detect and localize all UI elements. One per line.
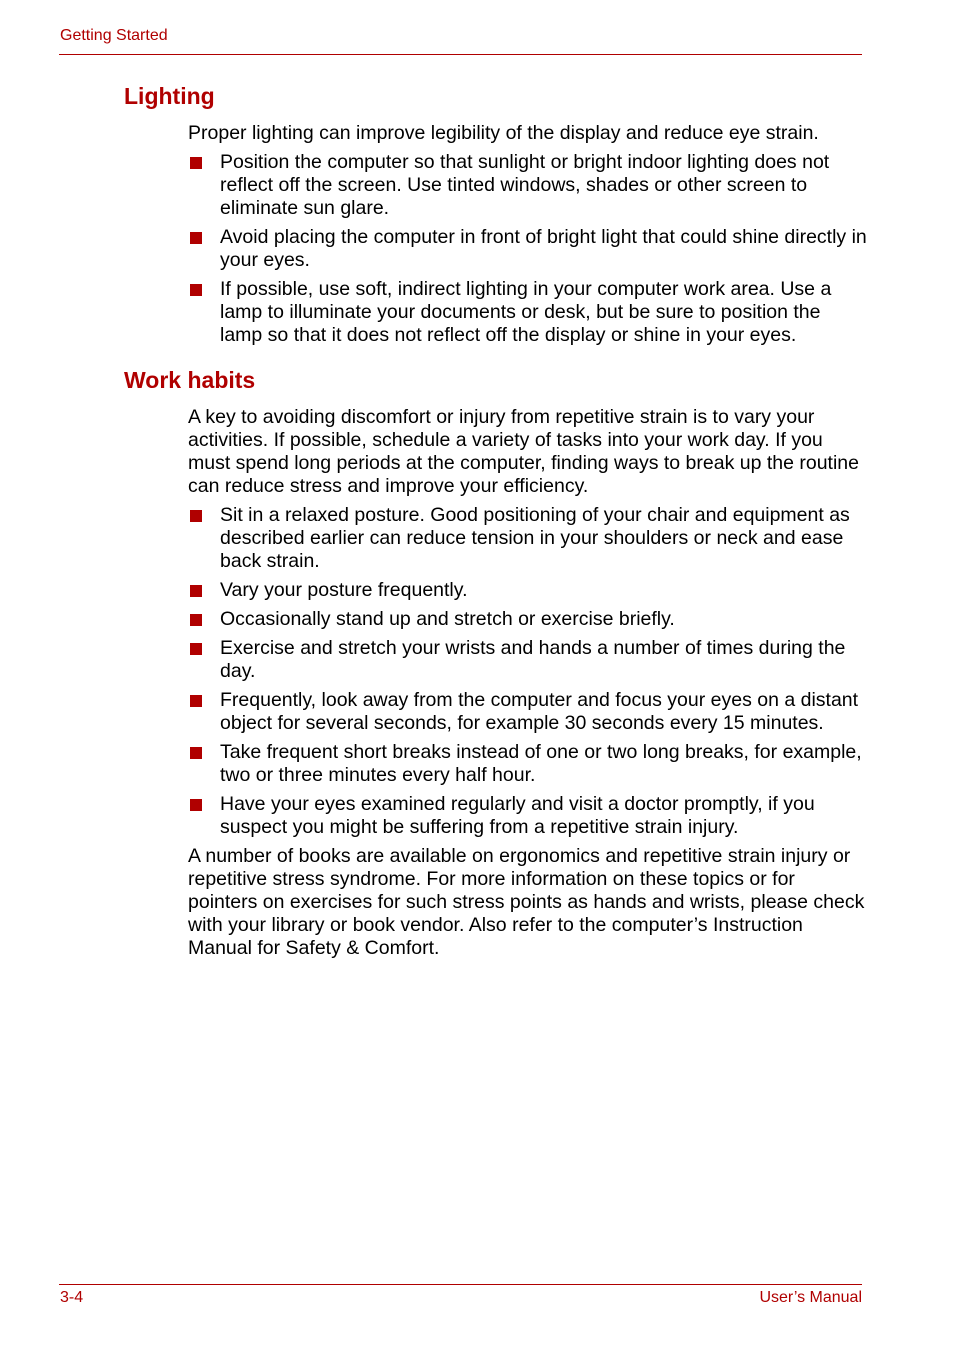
list-item: [188, 278, 868, 347]
footer-divider: [59, 1284, 862, 1285]
square-bullet-icon: [190, 799, 202, 811]
square-bullet-icon: [190, 747, 202, 759]
manual-title: User’s Manual: [759, 1289, 862, 1306]
list-item-text: Position the computer so that sunlight or bright indoor lighting does not reflect off the screen. Use tinted windows, shades or other screen to eliminate sun glare.: [220, 151, 830, 219]
lighting-section: [188, 122, 868, 347]
list-item-text: Frequently, look away from the computer and focus your eyes on a distant object for several seconds, for example 30 seconds every 15 minutes.: [220, 689, 859, 734]
lighting-bullet-list: [188, 151, 868, 347]
lighting-heading: Lighting: [124, 83, 215, 109]
work-habits-heading: Work habits: [124, 367, 256, 393]
list-item-text: Vary your posture frequently.: [220, 579, 468, 601]
square-bullet-icon: [190, 585, 202, 597]
work-habits-intro: A key to avoiding discomfort or injury from repetitive strain is to vary your activities. If possible, schedule a variety of tasks into your work day. If you must spend long periods at the computer, finding ways to break up the routine can reduce stress and improve your efficiency.: [188, 406, 859, 497]
lighting-intro: Proper lighting can improve legibility of the display and reduce eye strain.: [188, 122, 819, 144]
square-bullet-icon: [190, 614, 202, 626]
work-habits-bullet-list: [188, 504, 868, 839]
list-item: [188, 504, 868, 573]
list-item-text: If possible, use soft, indirect lighting in your computer work area. Use a lamp to illuminate your documents or desk, but be sure to position the lamp so that it does not reflect off the display or shine in your eyes.: [220, 278, 832, 346]
running-header: Getting Started: [60, 27, 168, 44]
list-item-text: Avoid placing the computer in front of bright light that could shine directly in your eyes.: [220, 226, 867, 271]
work-habits-closing: A number of books are available on ergonomics and repetitive strain injury or repetitive stress syndrome. For more information on these topics or for pointers on exercises for such stress points as hands and wrists, please check with your library or book vendor. Also refer to the computer’s Instruction Manual for Safety & Comfort.: [188, 845, 865, 959]
list-item: [188, 689, 868, 735]
list-item: [188, 579, 868, 602]
list-item: [188, 741, 868, 787]
square-bullet-icon: [190, 510, 202, 522]
list-item: [188, 226, 868, 272]
square-bullet-icon: [190, 643, 202, 655]
list-item: [188, 151, 868, 220]
square-bullet-icon: [190, 232, 202, 244]
header-divider: [59, 54, 862, 55]
square-bullet-icon: [190, 695, 202, 707]
list-item: [188, 637, 868, 683]
list-item-text: Exercise and stretch your wrists and hands a number of times during the day.: [220, 637, 846, 682]
work-habits-section: [188, 406, 868, 960]
list-item: [188, 608, 868, 631]
list-item: [188, 793, 868, 839]
square-bullet-icon: [190, 157, 202, 169]
square-bullet-icon: [190, 284, 202, 296]
list-item-text: Take frequent short breaks instead of one or two long breaks, for example, two or three minutes every half hour.: [220, 741, 862, 786]
list-item-text: Occasionally stand up and stretch or exercise briefly.: [220, 608, 675, 630]
list-item-text: Sit in a relaxed posture. Good positioning of your chair and equipment as described earlier can reduce tension in your shoulders or neck and ease back strain.: [220, 504, 850, 572]
page-number: 3-4: [60, 1289, 84, 1306]
list-item-text: Have your eyes examined regularly and visit a doctor promptly, if you suspect you might be suffering from a repetitive strain injury.: [220, 793, 815, 838]
